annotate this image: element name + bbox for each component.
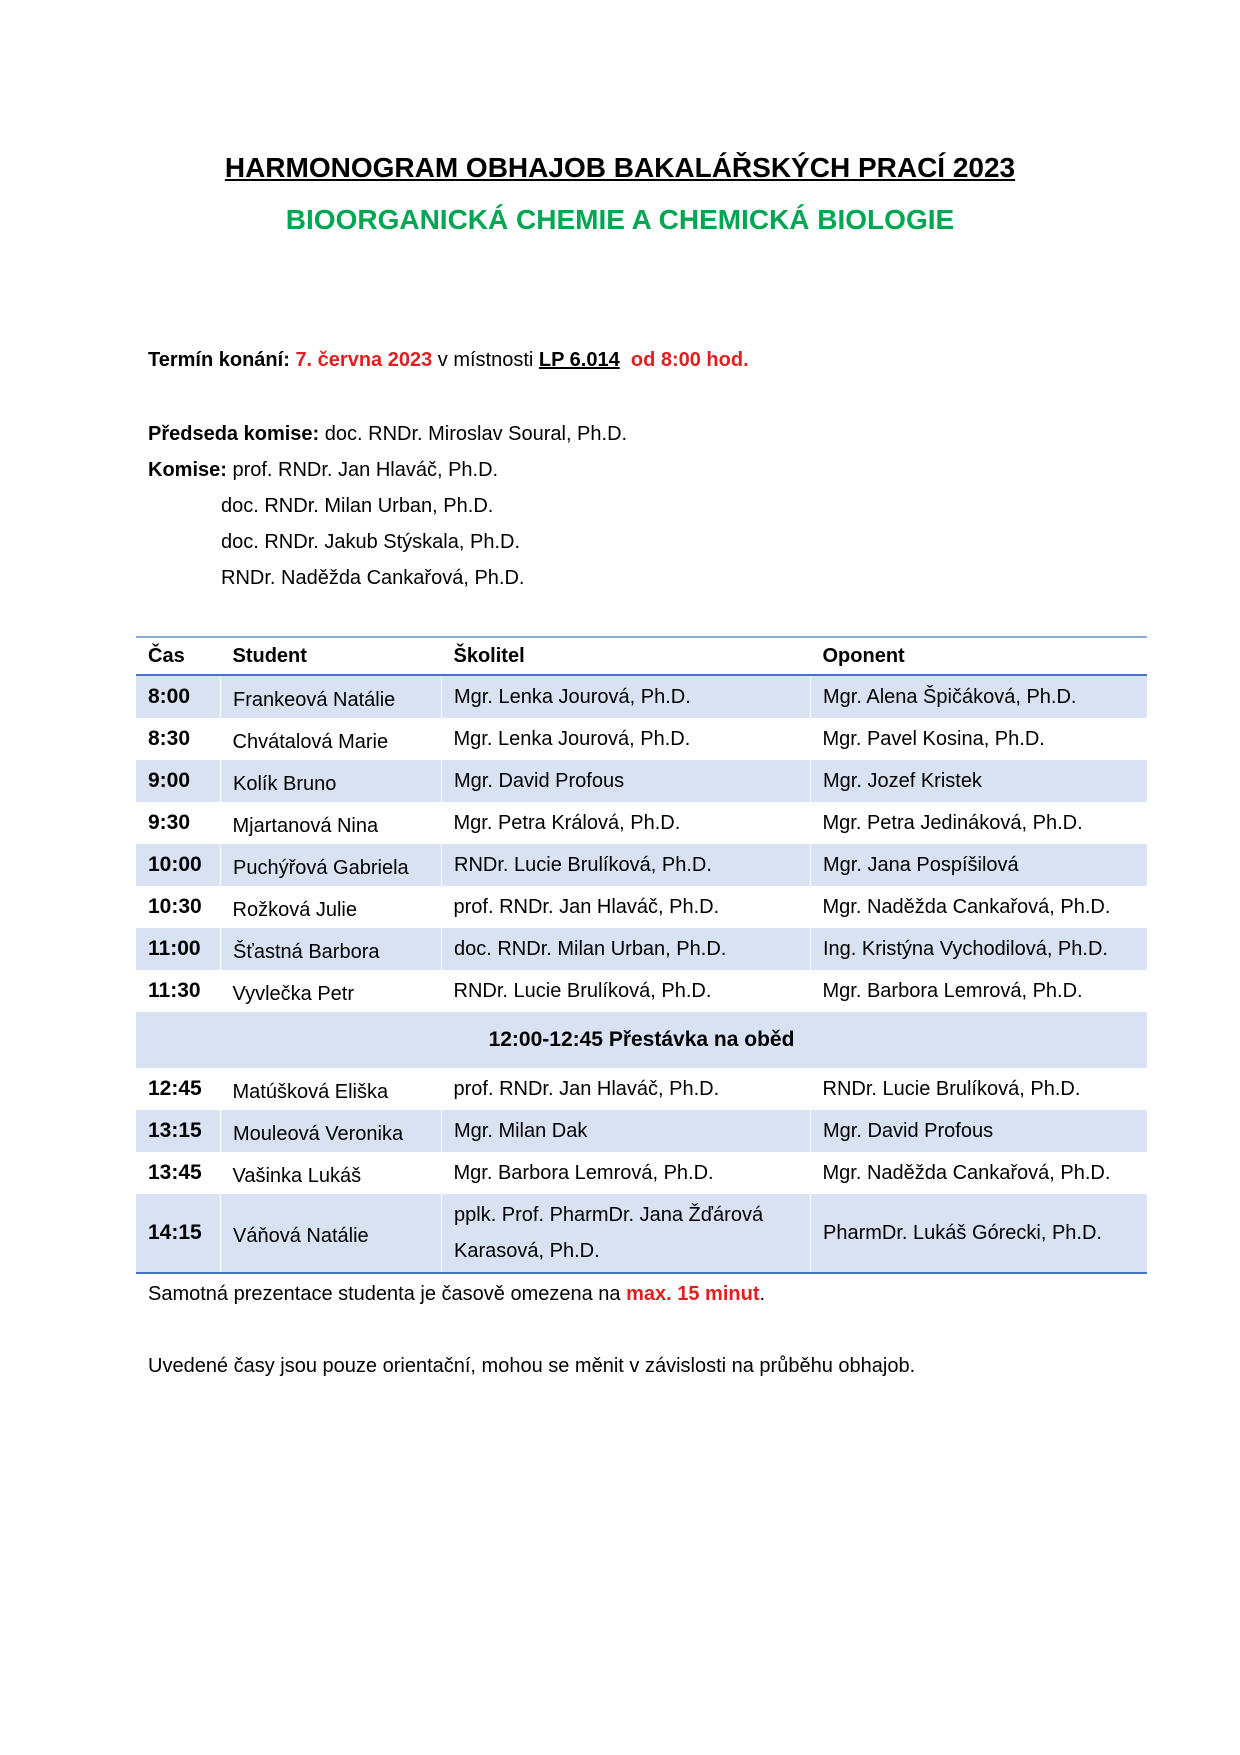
committee-member: prof. RNDr. Jan Hlaváč, Ph.D. bbox=[232, 459, 499, 481]
row-skolitel: RNDr. Lucie Brulíková, Ph.D. bbox=[453, 979, 712, 1002]
committee-member: doc. RNDr. Jakub Stýskala, Ph.D. bbox=[221, 531, 521, 553]
chair-name: doc. RNDr. Miroslav Soural, Ph.D. bbox=[324, 423, 628, 445]
header-skolitel: Školitel bbox=[442, 637, 811, 675]
row-skolitel-line1: pplk. Prof. PharmDr. Jana Žďárová bbox=[454, 1204, 764, 1226]
note1-end: . bbox=[759, 1283, 766, 1305]
row-student: Váňová Natálie bbox=[221, 1194, 442, 1273]
note-times-orientational: Uvedené časy jsou pouze orientační, mohou se měnit v závislosti na průběhu obhajob. bbox=[148, 1355, 916, 1377]
row-student: Kolík Bruno bbox=[221, 760, 442, 802]
row-oponent: Mgr. Pavel Kosina, Ph.D. bbox=[822, 727, 1045, 750]
table-row bbox=[136, 1152, 1147, 1194]
table-row bbox=[136, 760, 1147, 802]
table-header-row bbox=[136, 637, 1147, 675]
table-row bbox=[136, 1194, 1147, 1273]
row-oponent: Mgr. David Profous bbox=[811, 1110, 1148, 1152]
row-skolitel: Mgr. Petra Králová, Ph.D. bbox=[453, 811, 681, 834]
row-time: 11:00 bbox=[136, 928, 221, 970]
lunch-break-row bbox=[136, 1012, 1147, 1068]
table-row bbox=[136, 844, 1147, 886]
row-oponent: RNDr. Lucie Brulíková, Ph.D. bbox=[822, 1077, 1081, 1100]
row-skolitel: Mgr. Lenka Jourová, Ph.D. bbox=[453, 727, 691, 750]
chair-label: Předseda komise: bbox=[148, 423, 320, 445]
termin-time: od 8:00 hod. bbox=[630, 349, 749, 371]
row-skolitel: Mgr. Barbora Lemrová, Ph.D. bbox=[453, 1161, 714, 1184]
table-row bbox=[136, 675, 1147, 718]
row-student: Mouleová Veronika bbox=[221, 1110, 442, 1152]
row-skolitel: Mgr. Lenka Jourová, Ph.D. bbox=[442, 675, 811, 718]
row-oponent: Mgr. Alena Špičáková, Ph.D. bbox=[811, 675, 1148, 718]
committee-member: RNDr. Naděžda Cankařová, Ph.D. bbox=[221, 567, 525, 589]
row-student: Vašinka Lukáš bbox=[232, 1164, 362, 1187]
row-skolitel: RNDr. Lucie Brulíková, Ph.D. bbox=[442, 844, 811, 886]
termin-date: 7. června 2023 bbox=[295, 349, 433, 371]
row-student: Rožková Julie bbox=[232, 898, 358, 921]
table-row bbox=[136, 1068, 1147, 1110]
row-oponent: PharmDr. Lukáš Górecki, Ph.D. bbox=[811, 1194, 1148, 1273]
page-subtitle: BIOORGANICKÁ CHEMIE A CHEMICKÁ BIOLOGIE bbox=[285, 204, 955, 235]
row-oponent: Mgr. Petra Jedináková, Ph.D. bbox=[822, 811, 1083, 834]
row-skolitel: Mgr. David Profous bbox=[442, 760, 811, 802]
row-oponent: Mgr. Jana Pospíšilová bbox=[811, 844, 1148, 886]
note1-text: Samotná prezentace studenta je časově omezena na bbox=[148, 1283, 621, 1305]
table-row bbox=[136, 928, 1147, 970]
row-student: Matúšková Eliška bbox=[232, 1080, 389, 1103]
row-time: 10:00 bbox=[136, 844, 221, 886]
lunch-break-label: 12:00-12:45 Přestávka na oběd bbox=[136, 1012, 1147, 1068]
schedule-table bbox=[136, 636, 1147, 1274]
row-time: 12:45 bbox=[148, 1077, 202, 1100]
note1-highlight: max. 15 minut bbox=[626, 1283, 760, 1305]
termin-label: Termín konání: bbox=[148, 349, 290, 371]
row-time: 10:30 bbox=[148, 895, 202, 918]
row-student: Puchýřová Gabriela bbox=[221, 844, 442, 886]
row-time: 8:30 bbox=[148, 727, 191, 750]
termin-line bbox=[148, 346, 749, 374]
committee-label: Komise: bbox=[148, 459, 227, 481]
row-skolitel: Mgr. Milan Dak bbox=[442, 1110, 811, 1152]
row-student: Chvátalová Marie bbox=[232, 730, 389, 753]
row-time: 9:00 bbox=[136, 760, 221, 802]
row-time: 14:15 bbox=[136, 1194, 221, 1273]
row-oponent: Mgr. Barbora Lemrová, Ph.D. bbox=[822, 979, 1083, 1002]
row-oponent: Mgr. Naděžda Cankařová, Ph.D. bbox=[822, 895, 1111, 918]
header-student: Student bbox=[221, 637, 442, 675]
row-time: 9:30 bbox=[148, 811, 191, 834]
row-skolitel-line2: Karasová, Ph.D. bbox=[454, 1240, 600, 1262]
termin-room: LP 6.014 bbox=[538, 349, 620, 371]
table-row bbox=[136, 886, 1147, 928]
row-skolitel: prof. RNDr. Jan Hlaváč, Ph.D. bbox=[453, 1077, 720, 1100]
row-student: Vyvlečka Petr bbox=[232, 982, 355, 1005]
row-time: 8:00 bbox=[136, 675, 221, 718]
table-row bbox=[136, 1110, 1147, 1152]
committee-member: doc. RNDr. Milan Urban, Ph.D. bbox=[221, 495, 494, 517]
table-row bbox=[136, 802, 1147, 844]
table-row bbox=[136, 718, 1147, 760]
row-time: 13:15 bbox=[136, 1110, 221, 1152]
row-skolitel: prof. RNDr. Jan Hlaváč, Ph.D. bbox=[453, 895, 720, 918]
row-oponent: Ing. Kristýna Vychodilová, Ph.D. bbox=[811, 928, 1148, 970]
row-skolitel: doc. RNDr. Milan Urban, Ph.D. bbox=[442, 928, 811, 970]
page-title: HARMONOGRAM OBHAJOB BAKALÁŘSKÝCH PRACÍ 2023 bbox=[224, 152, 1016, 183]
row-time: 13:45 bbox=[148, 1161, 202, 1184]
table-row bbox=[136, 970, 1147, 1012]
header-time: Čas bbox=[136, 637, 221, 675]
row-oponent: Mgr. Jozef Kristek bbox=[811, 760, 1148, 802]
note-presentation-limit bbox=[148, 1280, 765, 1308]
header-oponent: Oponent bbox=[811, 637, 1148, 675]
row-student: Šťastná Barbora bbox=[221, 928, 442, 970]
chair-line bbox=[148, 420, 627, 448]
row-student: Frankeová Natálie bbox=[221, 675, 442, 718]
committee-line bbox=[148, 456, 498, 484]
row-oponent: Mgr. Naděžda Cankařová, Ph.D. bbox=[822, 1161, 1111, 1184]
row-skolitel bbox=[442, 1194, 811, 1273]
row-time: 11:30 bbox=[148, 979, 201, 1002]
row-student: Mjartanová Nina bbox=[232, 814, 379, 837]
termin-room-prefix: v místnosti bbox=[437, 349, 534, 371]
